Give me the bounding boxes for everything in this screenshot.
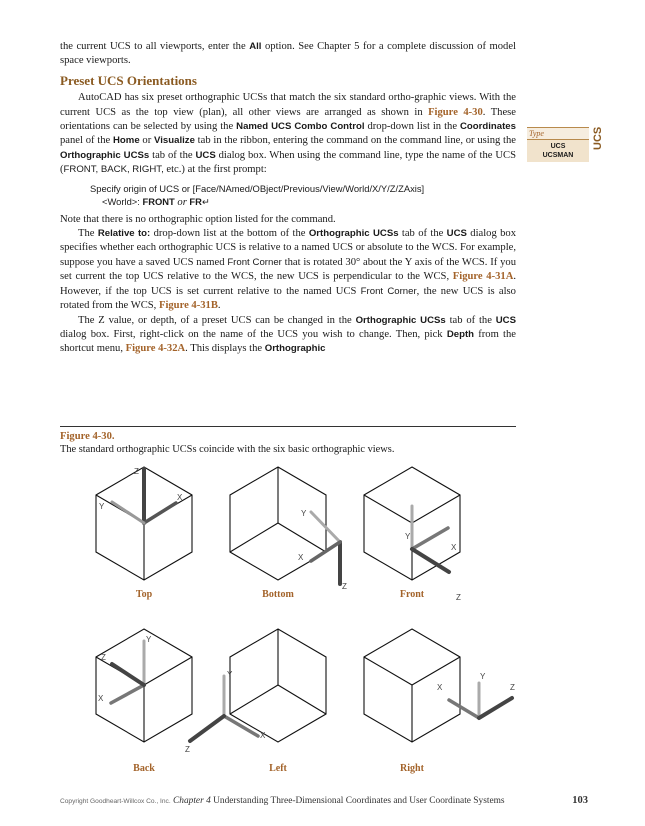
figure-caption: The standard orthographic UCSs coincide with the six basic orthographic views.: [60, 444, 395, 455]
section-heading: Preset UCS Orientations: [60, 72, 197, 88]
hexagon-diagram-back: [84, 626, 204, 756]
axis-label-y: Y: [146, 635, 152, 644]
paragraph-relative-to: The Relative to: drop-down list at the bottom of the Orthographic UCSs tab of the UCS dialog box specifies whether each orthographic UCS is relative to a named UCS or absolute to the WCS. For example, suppose you have a saved UCS named Front Corner that is rotated 30° about the Y axis of the WCS. If you set current the top UCS relative to the WCS, the new UCS is perpendicular to the WCS, Figure 4-31A. However, if the top UCS is set current relative to the named UCS Front Corner, the new UCS is also rotated from the WCS, Figure 4-31B.: [60, 228, 517, 312]
view-panel-bottom: [218, 464, 347, 594]
axis-label-x: X: [260, 731, 266, 740]
figure-rule: [60, 426, 516, 427]
axis-label-y: Y: [301, 509, 307, 518]
axis-label-x: X: [437, 683, 443, 692]
command-prompt: [90, 182, 516, 209]
axis-label-z: Z: [456, 593, 461, 602]
axis-label-x: X: [451, 543, 457, 552]
axis-label-z: Z: [185, 745, 190, 754]
axis-label-y: Y: [99, 502, 105, 511]
axis-label-x: X: [98, 694, 104, 703]
view-panel-left: [185, 626, 338, 756]
axis-label-z: Z: [510, 683, 515, 692]
axis-label-y: Y: [227, 670, 233, 679]
axis-label-y: Y: [405, 532, 411, 541]
chapter-tab-label: UCS: [592, 126, 604, 150]
view-panel-top: [84, 464, 204, 584]
axis-label-y: Y: [480, 672, 486, 681]
view-label-front: Front: [399, 589, 425, 600]
hexagon-diagram-top: [84, 464, 204, 584]
hexagon-diagram-front: [352, 464, 482, 604]
axis-label-x: X: [177, 493, 183, 502]
enter-icon: ↵: [201, 195, 210, 207]
sidebar-command-list: [527, 140, 589, 162]
axis-label-z: Z: [134, 467, 139, 476]
figure-number: Figure 4-30.: [60, 431, 115, 442]
view-panel-front: [352, 464, 482, 604]
paragraph-depth: The Z value, or depth, of a preset UCS can be changed in the Orthographic UCSs tab of the UCS dialog box. First, right-click on the name of the UCS you wish to change. Then, pick Depth from the shortcut menu, Figure 4-32A. This displays the Orthographic: [60, 314, 516, 355]
axis-label-z: Z: [342, 582, 347, 591]
sidebar-type-label: Type: [527, 128, 589, 140]
command-type-sidebar: [527, 127, 589, 162]
footer-chapter-title: Understanding Three-Dimensional Coordinates and User Coordinate Systems: [213, 796, 505, 806]
main-text-column: [60, 40, 516, 357]
view-label-back: Back: [133, 763, 155, 774]
view-label-left: Left: [269, 763, 287, 774]
hexagon-diagram-left: [185, 626, 338, 756]
page-number: 103: [572, 795, 588, 806]
view-panel-back: [84, 626, 204, 756]
page-footer: [60, 796, 588, 806]
footer-chapter: Chapter 4: [173, 796, 211, 806]
view-panel-right: [352, 626, 527, 756]
axis-label-x: X: [298, 553, 304, 562]
view-label-bottom: Bottom: [262, 589, 294, 600]
sidebar-command: UCS: [527, 142, 589, 151]
command-prompt-line1: Specify origin of UCS or [Face/NAmed/OBject/Previous/View/World/X/Y/Z/ZAxis]: [90, 182, 425, 194]
footer-copyright: Copyright Goodheart-Willcox Co., Inc.: [60, 798, 171, 805]
figure-ref: Figure 4-30: [428, 106, 483, 118]
hexagon-diagram-right: [352, 626, 527, 756]
hexagon-diagram-bottom: [218, 464, 347, 594]
paragraph-continuation: the current UCS to all viewports, enter the All option. See Chapter 5 for a complete discussion of model space viewports.: [60, 41, 516, 67]
view-label-right: Right: [400, 763, 424, 774]
command-prompt-line2: <World>: FRONT or FR↵: [102, 195, 210, 208]
paragraph-preset-ucs: AutoCAD has six preset orthographic UCSs that match the six standard ortho-graphic views. With the current UCS as the top view (plan), all other views are arranged as shown in Figure 4-30. These orientations can be selected by using the Named UCS Combo Control drop-down list in the Coordinates panel of the Home or Visualize tab in the ribbon, entering the command on the command line, or using the Orthographic UCSs tab of the UCS dialog box. When using the command line, type the name of the UCS (FRONT, BACK, RIGHT, etc.) at the first prompt:: [60, 92, 516, 176]
paragraph-note: Note that there is no orthographic option listed for the command.: [60, 213, 336, 225]
sidebar-command: UCSMAN: [527, 151, 589, 160]
view-label-top: Top: [135, 589, 153, 600]
axis-label-z: Z: [101, 653, 106, 662]
